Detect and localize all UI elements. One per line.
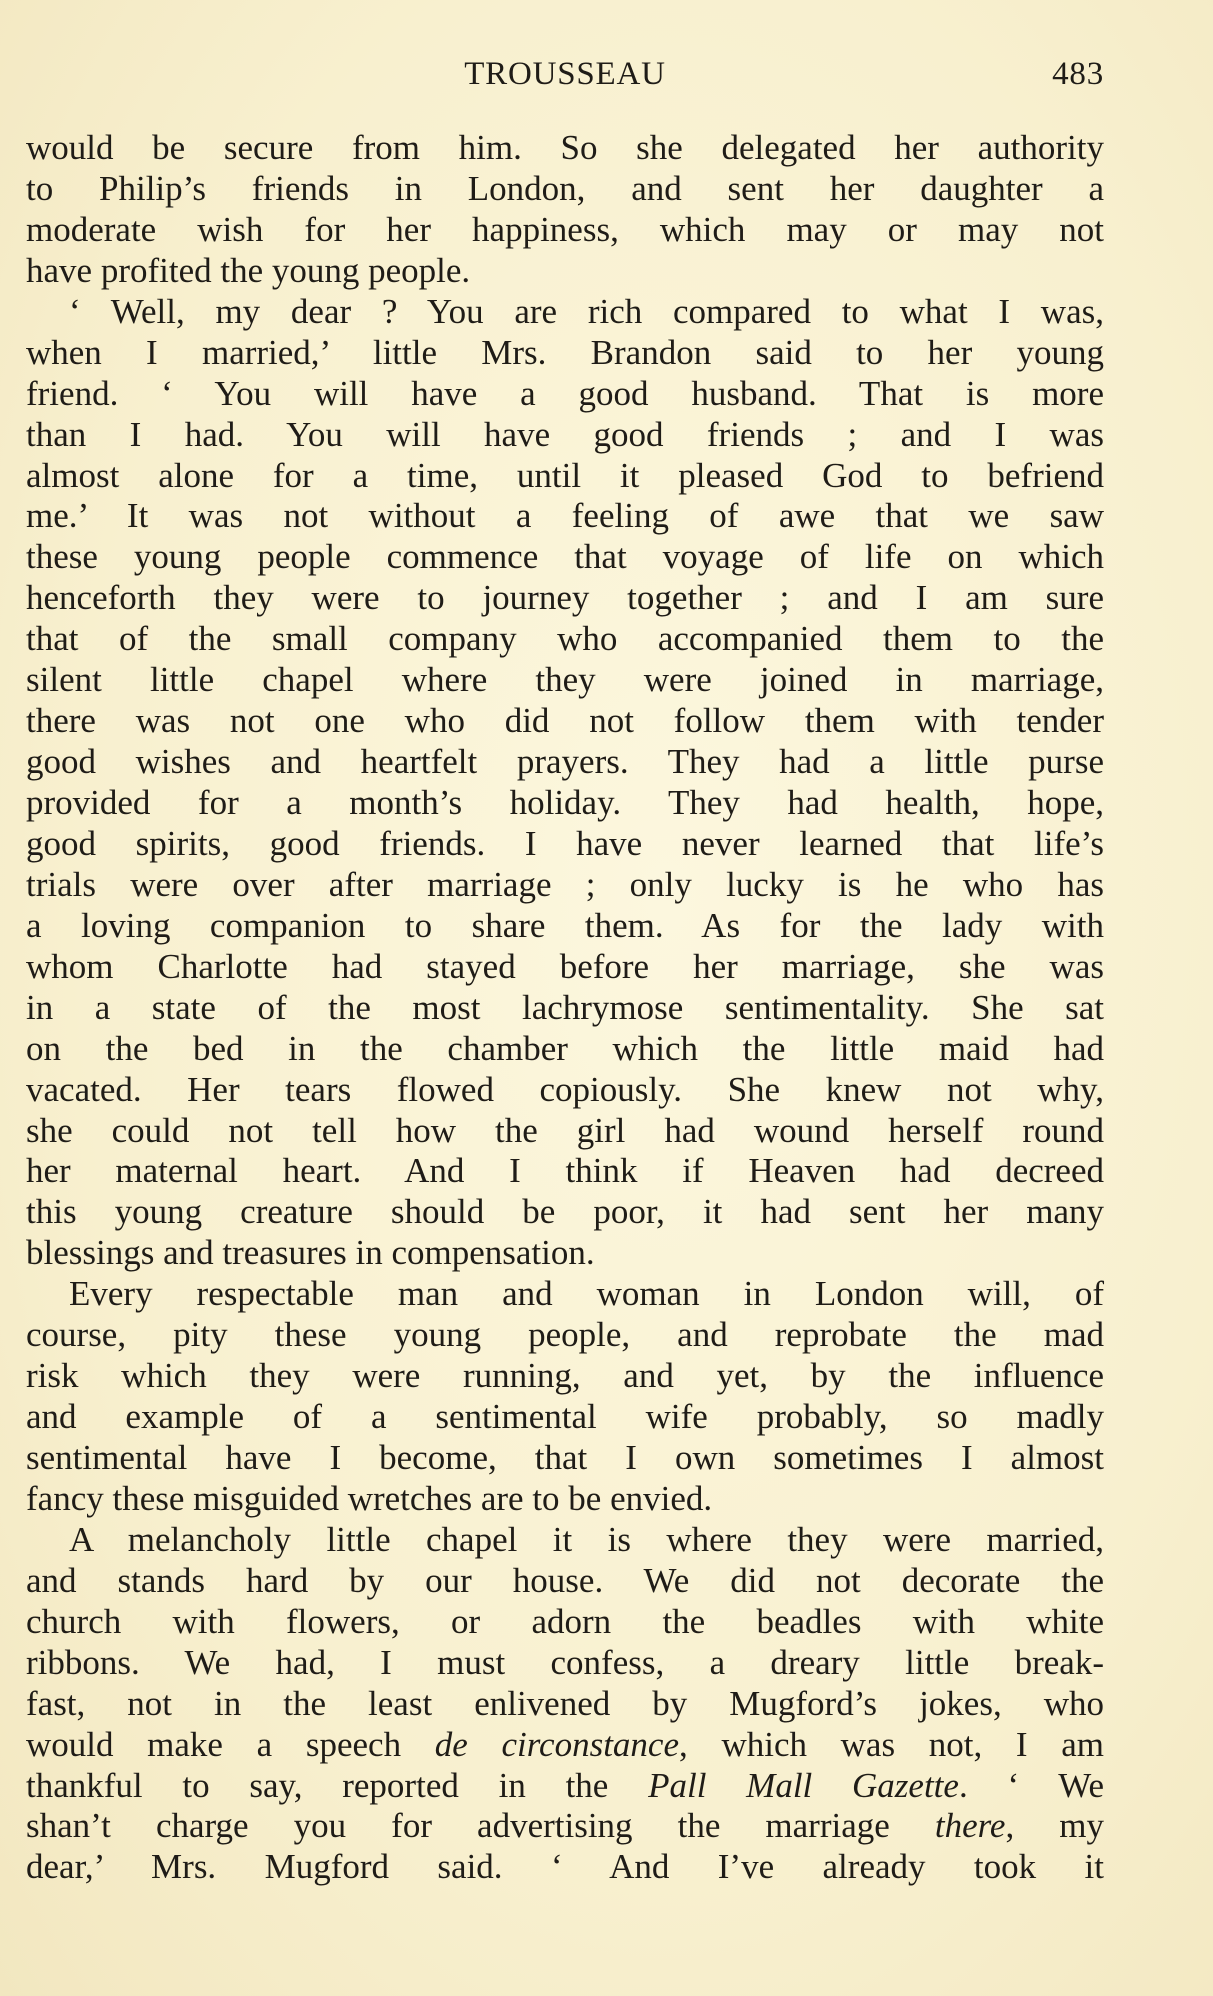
text-line xyxy=(26,619,1104,660)
text-line xyxy=(26,701,1104,742)
text-line xyxy=(26,1151,1104,1192)
text-line xyxy=(26,1479,1104,1520)
text-line xyxy=(26,578,1104,619)
italic-text: Pall Mall Gazette xyxy=(648,1765,959,1805)
line-text: friend. ‘ You will have a good husband. That is more xyxy=(26,373,1104,413)
text-line xyxy=(26,1643,1104,1684)
line-text: blessings and treasures in compensation. xyxy=(26,1233,595,1273)
text-line xyxy=(26,1070,1104,1111)
text-lines xyxy=(26,128,1104,1888)
page-number: 483 xyxy=(1052,56,1104,92)
line-text: a loving companion to share them. As for the lady with xyxy=(26,905,1104,945)
text-line xyxy=(26,128,1104,169)
text-line xyxy=(26,1438,1104,1479)
text-line xyxy=(26,1766,1104,1807)
line-text: to Philip’s friends in London, and sent her daughter a xyxy=(26,168,1104,208)
text-line xyxy=(26,1029,1104,1070)
line-text-after: . ‘ We xyxy=(958,1765,1104,1805)
text-line xyxy=(26,1274,1104,1315)
text-line xyxy=(26,1847,1104,1888)
line-text: than I had. You will have good friends ; and I was xyxy=(26,414,1104,454)
line-text: would be secure from him. So she delegated her authority xyxy=(26,128,1104,167)
text-line xyxy=(26,169,1104,210)
text-line xyxy=(26,988,1104,1029)
line-text: ribbons. We had, I must confess, a dreary little break- xyxy=(26,1642,1104,1682)
text-line xyxy=(26,537,1104,578)
text-line xyxy=(26,1520,1104,1561)
line-text: that of the small company who accompanied them to the xyxy=(26,619,1104,659)
text-line xyxy=(26,1356,1104,1397)
text-line xyxy=(26,210,1104,251)
line-text: almost alone for a time, until it pleased God to befriend xyxy=(26,455,1104,495)
text-line xyxy=(26,374,1104,415)
line-text: in a state of the most lachrymose sentimentality. She sat xyxy=(26,987,1104,1027)
line-text: vacated. Her tears flowed copiously. She knew not why, xyxy=(26,1069,1104,1109)
running-head: TROUSSEAU xyxy=(464,56,666,92)
line-text: A melancholy little chapel it is where they were married, xyxy=(69,1519,1104,1559)
body-text xyxy=(26,128,1104,1888)
line-text: shan’t charge you for advertising the marriage xyxy=(26,1806,935,1846)
line-text: there was not one who did not follow them with tender xyxy=(26,701,1104,741)
line-text-after: , my xyxy=(1005,1806,1104,1846)
text-line xyxy=(26,783,1104,824)
line-text: risk which they were running, and yet, by the influence xyxy=(26,1356,1104,1396)
line-text: provided for a month’s holiday. They had health, hope, xyxy=(26,783,1104,822)
page-header xyxy=(26,56,1104,102)
line-text: me.’ It was not without a feeling of awe that we saw xyxy=(26,496,1104,536)
line-text: would make a speech xyxy=(26,1724,435,1764)
line-text: when I married,’ little Mrs. Brandon said to her young xyxy=(26,332,1104,372)
text-line xyxy=(26,1111,1104,1152)
text-line xyxy=(26,1233,1104,1274)
text-line xyxy=(26,1561,1104,1602)
line-text: and example of a sentimental wife probably, so madly xyxy=(26,1397,1104,1437)
text-line xyxy=(26,1315,1104,1356)
line-text: she could not tell how the girl had wound herself round xyxy=(26,1110,1104,1150)
text-line xyxy=(26,456,1104,497)
line-text-after: , which was not, I am xyxy=(679,1724,1104,1764)
line-text: these young people commence that voyage of life on which xyxy=(26,537,1104,577)
text-line xyxy=(26,251,1104,292)
text-line xyxy=(26,906,1104,947)
text-line xyxy=(26,660,1104,701)
line-text: her maternal heart. And I think if Heaven had decreed xyxy=(26,1151,1104,1191)
italic-text: there xyxy=(934,1806,1006,1846)
line-text: and stands hard by our house. We did not decorate the xyxy=(26,1560,1104,1600)
text-line xyxy=(26,947,1104,988)
line-text: whom Charlotte had stayed before her marriage, she was xyxy=(26,946,1104,986)
text-line xyxy=(26,865,1104,906)
line-text: on the bed in the chamber which the little maid had xyxy=(26,1028,1104,1068)
line-text: church with flowers, or adorn the beadles with white xyxy=(26,1601,1104,1641)
line-text: ‘ Well, my dear ? You are rich compared to what I was, xyxy=(69,291,1104,331)
text-line xyxy=(26,1725,1104,1766)
line-text: sentimental have I become, that I own sometimes I almost xyxy=(26,1438,1104,1477)
line-text: this young creature should be poor, it had sent her many xyxy=(26,1192,1104,1232)
line-text: good wishes and heartfelt prayers. They had a little purse xyxy=(26,742,1104,782)
line-text: trials were over after marriage ; only lucky is he who has xyxy=(26,864,1104,904)
line-text: silent little chapel where they were joined in marriage, xyxy=(26,660,1104,700)
line-text: Every respectable man and woman in London will, of xyxy=(69,1274,1104,1314)
line-text: dear,’ Mrs. Mugford said. ‘ And I’ve already took it xyxy=(26,1847,1104,1887)
text-line xyxy=(26,1806,1104,1847)
text-line xyxy=(26,1192,1104,1233)
text-line xyxy=(26,1684,1104,1725)
text-line xyxy=(26,333,1104,374)
text-line xyxy=(26,415,1104,456)
text-line xyxy=(26,292,1104,333)
line-text: henceforth they were to journey together ; and I am sure xyxy=(26,578,1104,618)
text-line xyxy=(26,824,1104,865)
text-line xyxy=(26,1397,1104,1438)
text-line xyxy=(26,742,1104,783)
line-text: fast, not in the least enlivened by Mugford’s jokes, who xyxy=(26,1683,1104,1723)
line-text: good spirits, good friends. I have never learned that life’s xyxy=(26,823,1104,863)
line-text: fancy these misguided wretches are to be envied. xyxy=(26,1478,713,1518)
line-text: have profited the young people. xyxy=(26,250,471,290)
line-text: thankful to say, reported in the xyxy=(26,1765,649,1805)
line-text: moderate wish for her happiness, which may or may not xyxy=(26,209,1104,249)
text-line xyxy=(26,496,1104,537)
italic-text: de circonstance xyxy=(434,1724,680,1764)
text-line xyxy=(26,1602,1104,1643)
line-text: course, pity these young people, and reprobate the mad xyxy=(26,1315,1104,1355)
